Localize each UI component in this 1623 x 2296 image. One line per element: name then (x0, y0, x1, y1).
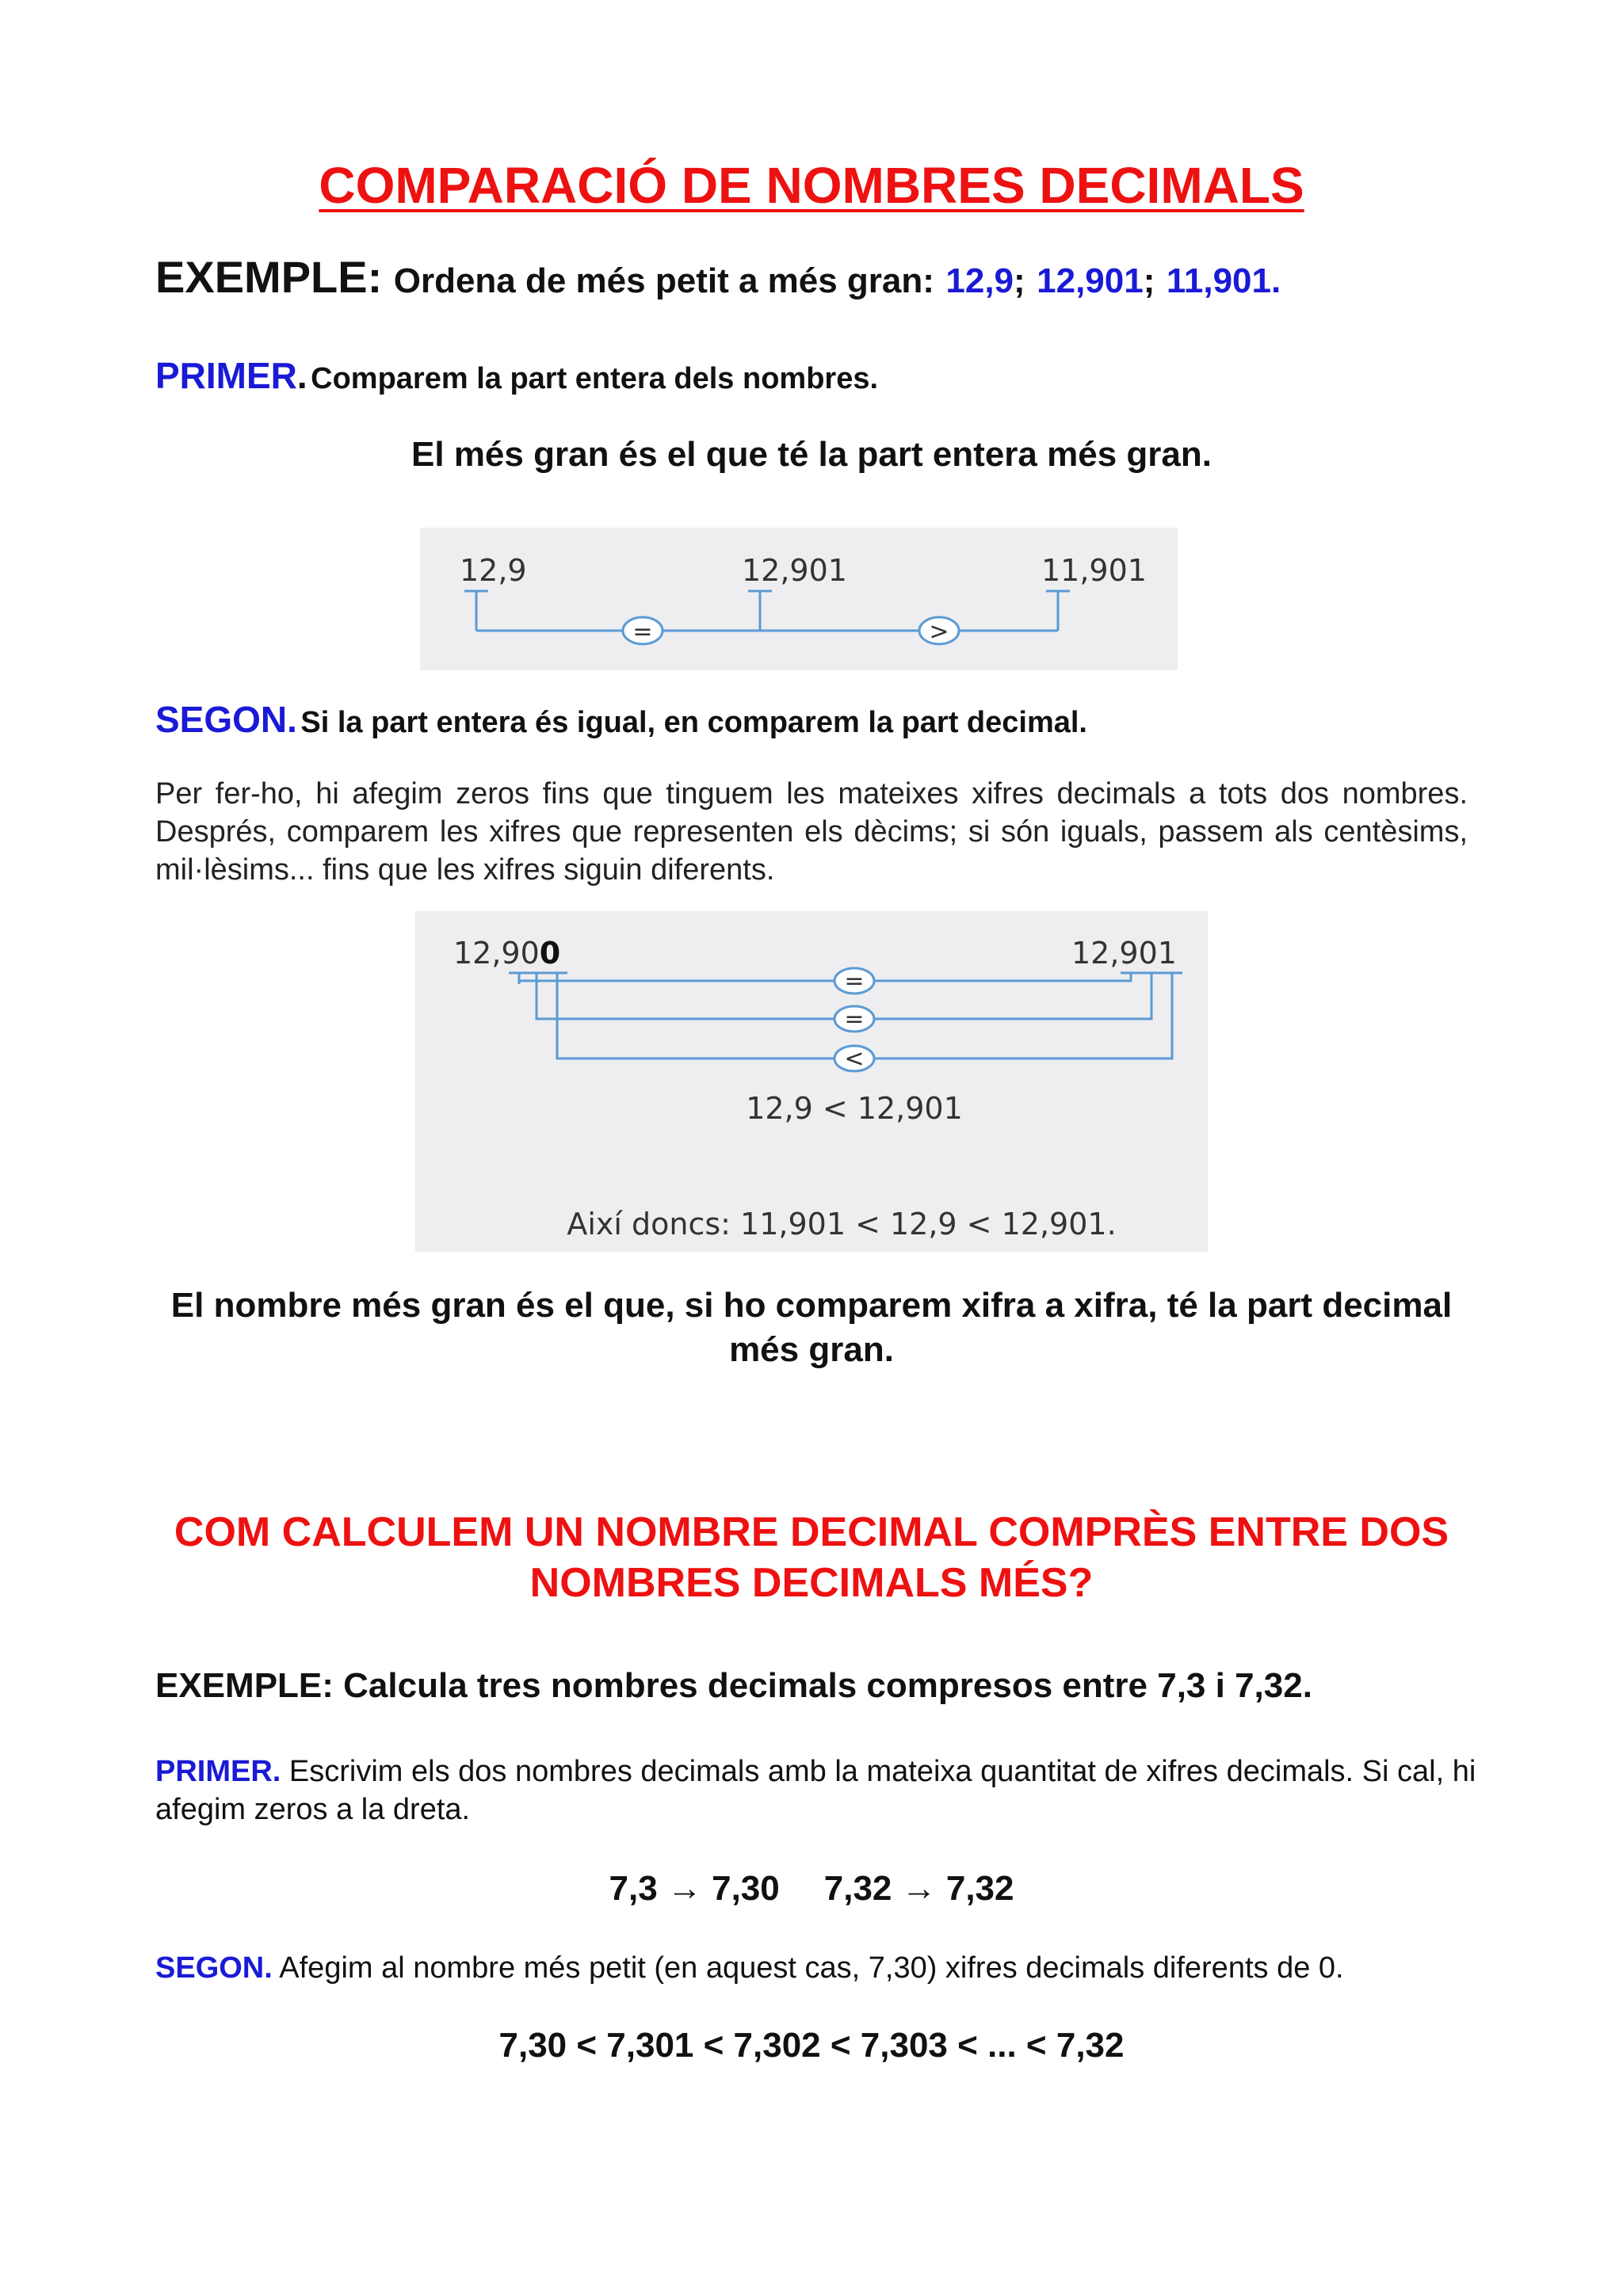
integer-comparison-svg (420, 528, 1178, 670)
example-1: EXEMPLE: Ordena de més petit a més gran: 12,9; 12,901; 11,901. (155, 252, 1281, 302)
example-1-number-2: 12,901 (1037, 261, 1144, 300)
rule-2: El nombre més gran és el que, si ho comparem xifra a xifra, té la part decimal més gran. (170, 1286, 1453, 1369)
step-1-label: PRIMER (155, 355, 297, 396)
step-2 (155, 697, 1087, 751)
step-1-text: Comparem la part entera dels nombres. (311, 362, 879, 395)
step-4 (155, 1949, 1344, 1987)
example-1-number-1: 12,9 (945, 261, 1014, 300)
conversion-1: 7,3 → 7,30 (609, 1869, 780, 1908)
diagram-2-symbol-tenths: = (844, 967, 865, 995)
diagram-1-symbol-equal: = (632, 618, 653, 646)
step-2-label: SEGON. (155, 699, 297, 740)
step-1: PRIMER. Comparem la part entera dels nombres. (155, 355, 879, 396)
example-2: EXEMPLE: Calcula tres nombres decimals compresos entre 7,3 i 7,32. (155, 1666, 1312, 1705)
step-3 (155, 1753, 1487, 1829)
diagram-2-result: 12,9 < 12,901 (746, 1091, 963, 1126)
diagram-2-conclusion: Així doncs: 11,901 < 12,9 < 12,901. (567, 1207, 1117, 1241)
diagram-2-left-number: 12,900 (453, 936, 561, 971)
step-3-text: Escrivim els dos nombres decimals amb la mateixa quantitat de xifres decimals. Si cal, hi afegim zeros a la dreta. (155, 1755, 1476, 1826)
page-title: COMPARACIÓ DE NOMBRES DECIMALS (319, 157, 1304, 214)
decimal-comparison-lines (415, 911, 1208, 1252)
diagram-1-number-1: 12,9 (460, 553, 527, 588)
diagram-1-number-3: 11,901 (1041, 553, 1147, 588)
step-4-text: Afegim al nombre més petit (en aquest cas, 7,30) xifres decimals diferents de 0. (279, 1951, 1344, 1985)
step-4-label: SEGON. (155, 1951, 273, 1985)
inequality-chain: 7,30 < 7,301 < 7,302 < 7,303 < ... < 7,32 (498, 2026, 1125, 2065)
step-2-text: Si la part entera és igual, en comparem la part decimal. (300, 706, 1087, 739)
decimal-comparison-diagram (415, 911, 1208, 1252)
diagram-2-symbol-hundredths: = (844, 1005, 865, 1033)
diagram-1-symbol-greater: > (929, 618, 949, 646)
conversion-2: 7,32 → 7,32 (823, 1869, 1014, 1908)
example-1-number-3: 11,901 (1166, 261, 1271, 300)
conversions (0, 1867, 1623, 1911)
diagram-2-right-number: 12,901 (1071, 936, 1177, 971)
diagram-1-number-2: 12,901 (742, 553, 847, 588)
integer-comparison-diagram (420, 528, 1178, 670)
example-1-lead: EXEMPLE: (155, 252, 383, 302)
section-title-2: COM CALCULEM UN NOMBRE DECIMAL COMPRÈS ENTRE DOS NOMBRES DECIMALS MÉS? (174, 1509, 1449, 1606)
diagram-2-symbol-thousandths: < (844, 1045, 865, 1073)
explanation-paragraph: Per fer-ho, hi afegim zeros fins que tinguem les mateixes xifres decimals a tots dos nombres. Després, comparem les xifres que representen els dècims; si són iguals, passem als centèsims, mil·lèsims... fins que les xifres siguin diferents. (155, 777, 1468, 887)
added-zero: 0 (539, 936, 561, 971)
example-1-text: Ordena de més petit a més gran: (393, 261, 934, 300)
rule-1: El més gran és el que té la part entera més gran. (411, 435, 1212, 474)
step-3-label: PRIMER. (155, 1755, 281, 1788)
